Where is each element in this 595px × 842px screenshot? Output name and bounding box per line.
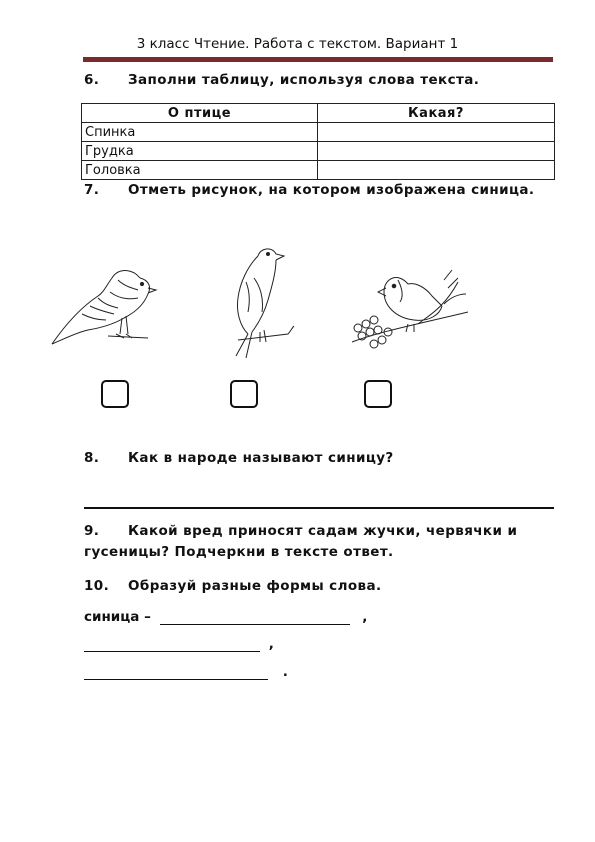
question-7-text: Отметь рисунок, на котором изображена синица. bbox=[128, 182, 535, 198]
table-row bbox=[82, 142, 555, 161]
bird-illustration-2[interactable] bbox=[218, 242, 298, 360]
checkbox-bird-2[interactable] bbox=[230, 380, 258, 408]
word-forms-lead: синица – bbox=[84, 609, 151, 625]
question-6-number: 6. bbox=[84, 72, 100, 88]
question-9-text: Какой вред приносят садам жучки, червячки и гусеницы? Подчеркни в тексте ответ. bbox=[84, 523, 518, 560]
word-forms-line-2 bbox=[84, 636, 274, 652]
question-7 bbox=[84, 180, 554, 201]
word-forms-line-1 bbox=[84, 609, 367, 625]
table-row bbox=[82, 161, 555, 180]
table-header-about-bird: О птице bbox=[82, 104, 318, 123]
question-8 bbox=[84, 448, 554, 469]
word-forms-comma-2: , bbox=[268, 636, 274, 652]
question-10-text: Образуй разные формы слова. bbox=[128, 578, 382, 594]
table-cell-label: Грудка bbox=[82, 142, 318, 161]
question-6-text: Заполни таблицу, используя слова текста. bbox=[128, 72, 480, 88]
bird-description-table bbox=[81, 103, 555, 180]
table-cell-answer[interactable] bbox=[318, 161, 555, 180]
question-6 bbox=[84, 70, 554, 91]
word-forms-line-3 bbox=[84, 664, 288, 680]
table-cell-label: Спинка bbox=[82, 123, 318, 142]
question-8-text: Как в народе называют синицу? bbox=[128, 450, 394, 466]
answer-line-8[interactable] bbox=[84, 507, 554, 509]
word-form-blank-1[interactable] bbox=[160, 610, 350, 625]
question-8-number: 8. bbox=[84, 450, 100, 466]
word-forms-comma-1: , bbox=[362, 609, 368, 625]
word-forms-period: . bbox=[282, 664, 288, 680]
table-header-which: Какая? bbox=[318, 104, 555, 123]
question-10 bbox=[84, 576, 554, 597]
question-9-number: 9. bbox=[84, 523, 100, 539]
page-header: 3 класс Чтение. Работа с текстом. Вариант 1 bbox=[136, 36, 459, 52]
question-9 bbox=[84, 521, 554, 563]
question-7-number: 7. bbox=[84, 182, 100, 198]
header-rule bbox=[83, 57, 553, 62]
bird-illustration-3[interactable] bbox=[348, 262, 470, 358]
table-row bbox=[82, 123, 555, 142]
table-cell-label: Головка bbox=[82, 161, 318, 180]
word-form-blank-2[interactable] bbox=[84, 637, 260, 652]
checkbox-bird-3[interactable] bbox=[364, 380, 392, 408]
table-cell-answer[interactable] bbox=[318, 142, 555, 161]
table-cell-answer[interactable] bbox=[318, 123, 555, 142]
word-form-blank-3[interactable] bbox=[84, 665, 268, 680]
bird-illustration-1[interactable] bbox=[48, 258, 168, 358]
checkbox-bird-1[interactable] bbox=[101, 380, 129, 408]
table-header-row bbox=[82, 104, 555, 123]
question-10-number: 10. bbox=[84, 578, 110, 594]
